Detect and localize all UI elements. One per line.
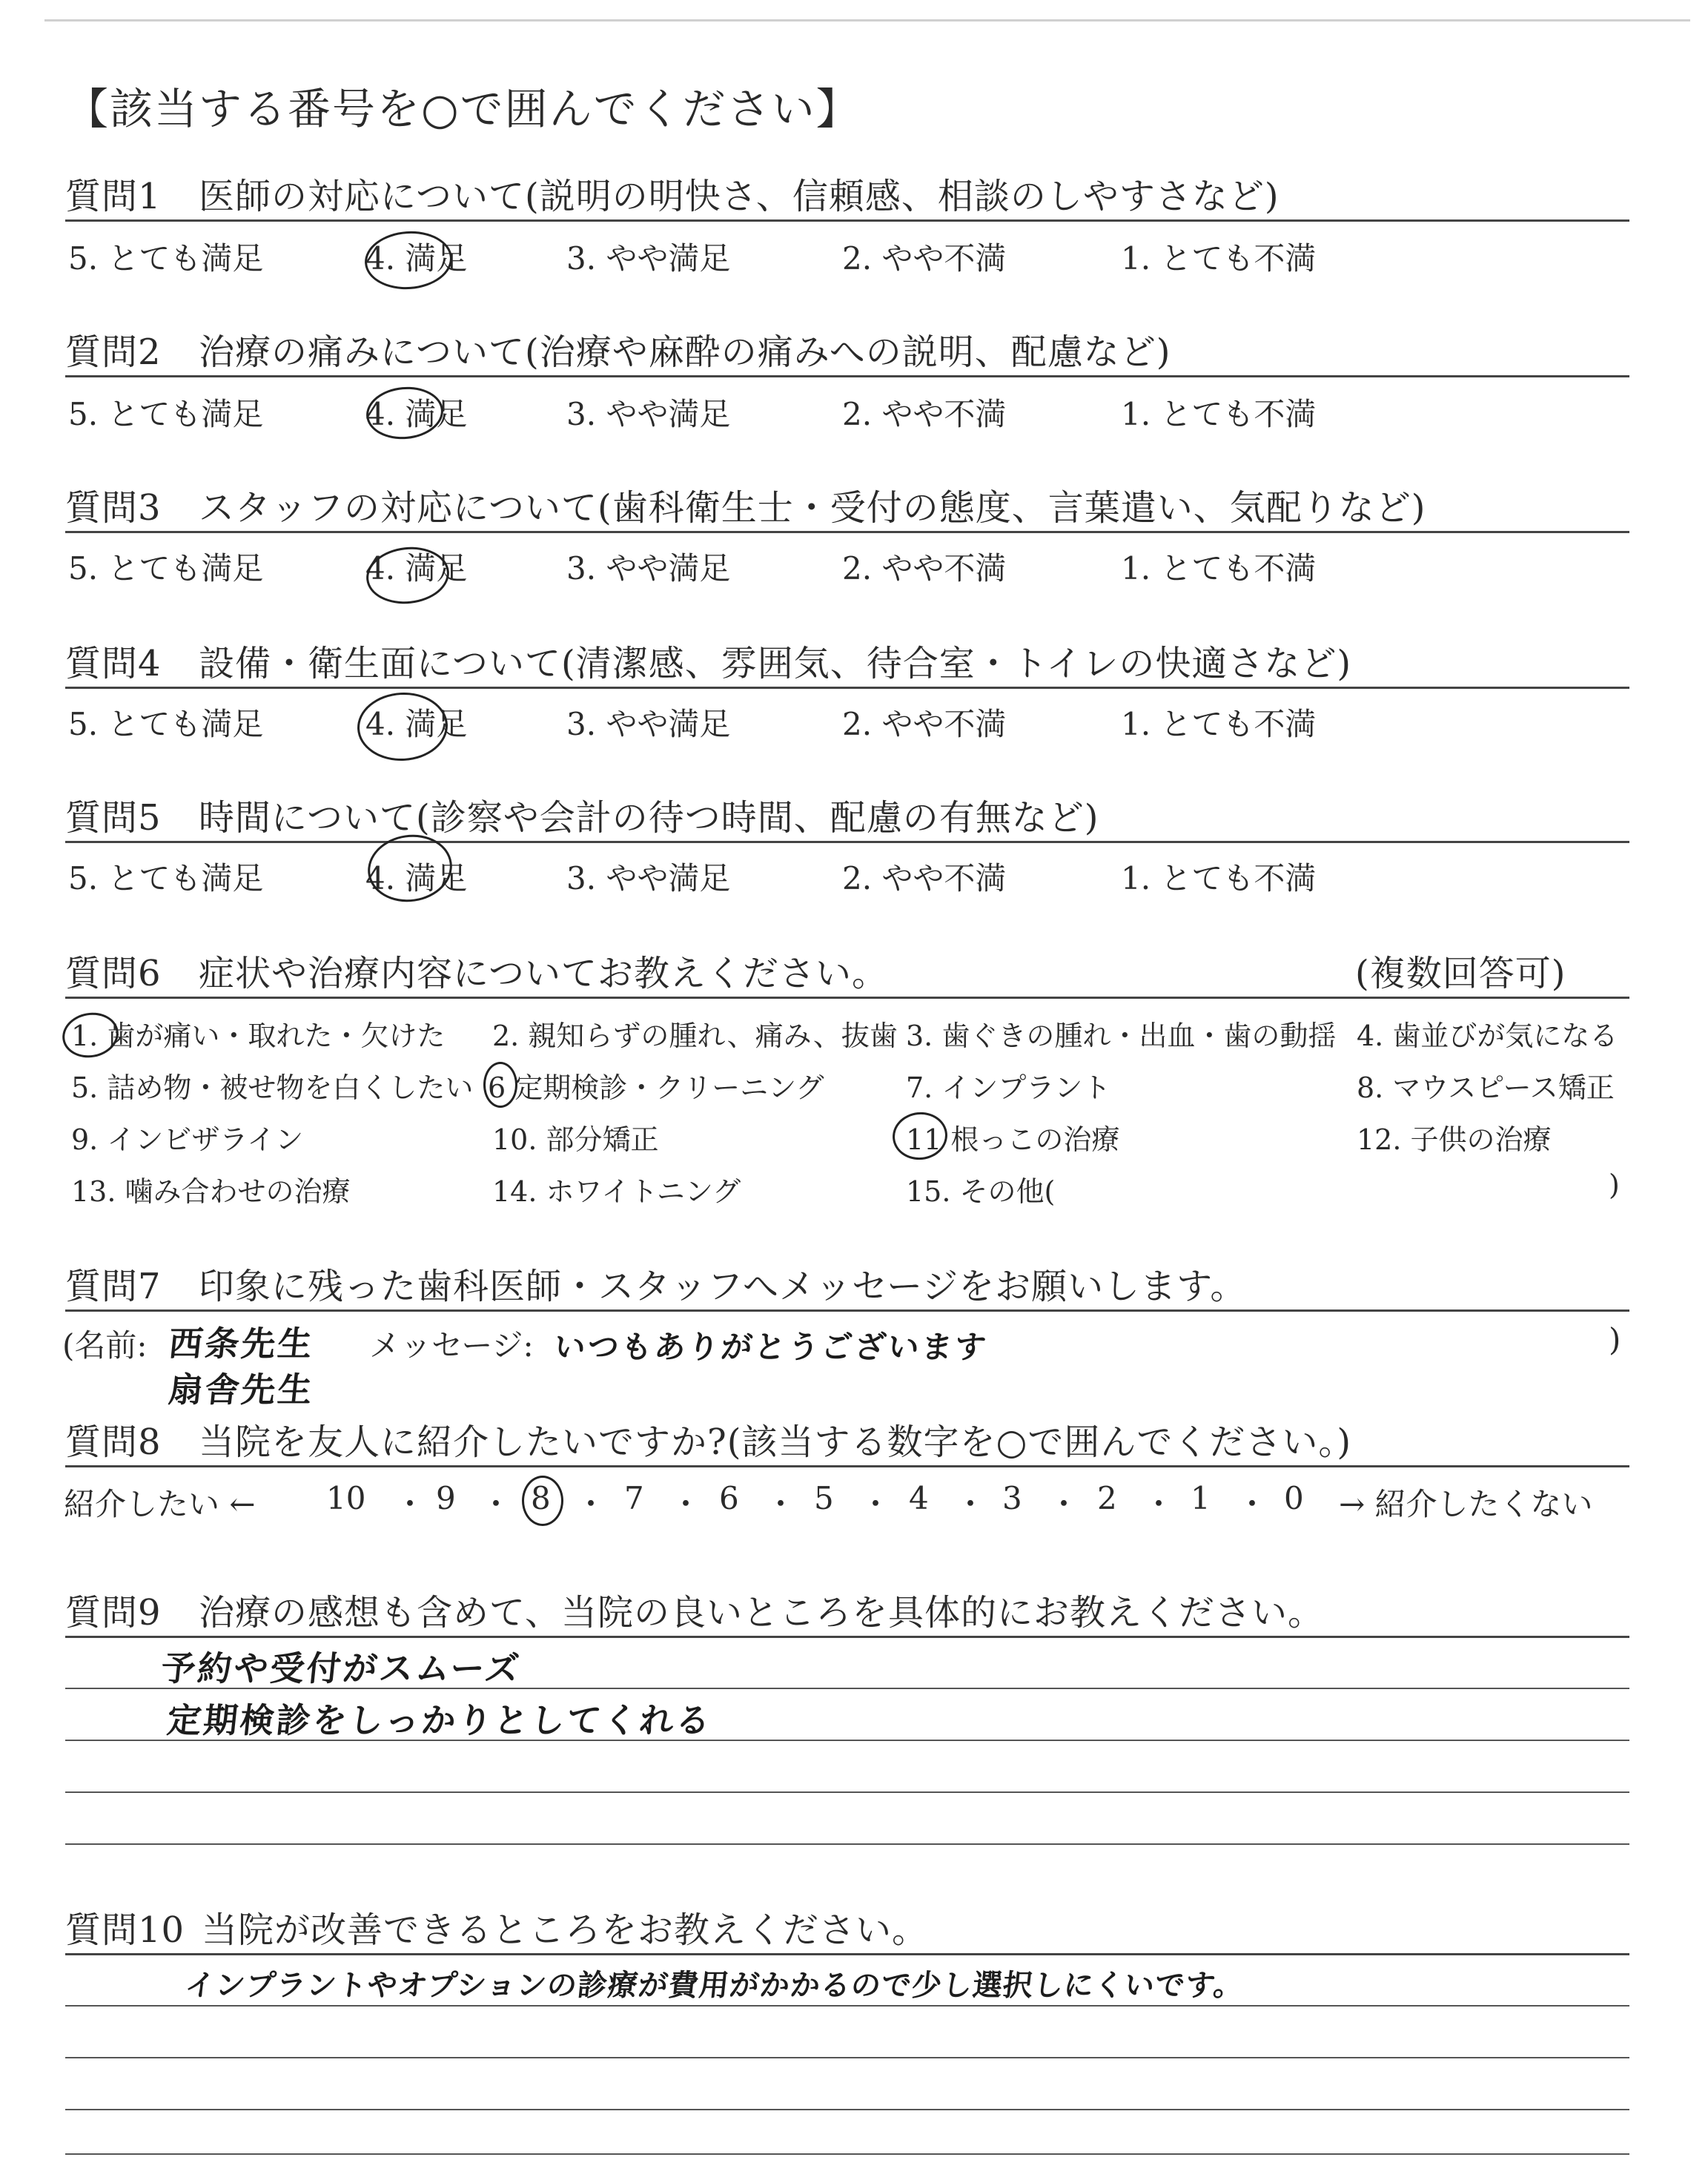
q8-scale-3[interactable]: 3: [1002, 1480, 1022, 1516]
q2-option-4[interactable]: 4. 満足: [365, 396, 468, 432]
q4-option-4[interactable]: 4. 満足: [365, 706, 468, 742]
q6-option-15[interactable]: 15. その他(: [906, 1175, 1056, 1208]
q6-option-13[interactable]: 13. 噛み合わせの治療: [71, 1175, 351, 1208]
q8-scale-10[interactable]: 10: [326, 1480, 366, 1516]
q1-option-1[interactable]: 1. とても不満: [1121, 240, 1317, 277]
q10-answer-line: [65, 2153, 1629, 2155]
q4-option-3[interactable]: 3. やや満足: [566, 706, 731, 742]
q7-message-label: メッセージ:: [369, 1327, 534, 1364]
q4-label: 質問4: [65, 643, 162, 684]
q9-answer-line: [65, 1843, 1629, 1845]
q4-rule: [65, 687, 1629, 689]
q6-option-15-close: ): [1609, 1169, 1620, 1201]
q5-option-5[interactable]: 5. とても満足: [68, 860, 264, 896]
q1-rule: [65, 219, 1629, 222]
q6-note: (複数回答可): [1355, 953, 1566, 994]
q1-option-3[interactable]: 3. やや満足: [566, 240, 731, 277]
q6-rule: [65, 997, 1629, 999]
q10-answer-line: [65, 2109, 1629, 2110]
q3-label: 質問3: [65, 487, 162, 529]
q6-option-5[interactable]: 5. 詰め物・被せ物を白くしたい: [71, 1071, 474, 1104]
q6-option-11[interactable]: 11 根っこの治療: [906, 1123, 1120, 1156]
q8-scale-8[interactable]: 8: [531, 1480, 551, 1516]
q5-option-1[interactable]: 1. とても不満: [1121, 860, 1317, 896]
q4-option-5[interactable]: 5. とても満足: [68, 706, 264, 742]
q8-separator: ・: [575, 1486, 607, 1522]
q3-option-2[interactable]: 2. やや不満: [842, 550, 1007, 587]
q7-rule: [65, 1309, 1629, 1312]
q8-label: 質問8: [65, 1421, 162, 1463]
q8-separator: ・: [860, 1486, 892, 1522]
q6-selected-circle-6: [483, 1062, 517, 1108]
q1-option-5[interactable]: 5. とても満足: [68, 240, 264, 277]
q6-option-14[interactable]: 14. ホワイトニング: [492, 1175, 741, 1208]
q7-message[interactable]: いつもありがとうございます: [552, 1329, 990, 1365]
q7-text: 印象に残った歯科医師・スタッフへメッセージをお願いします。: [199, 1266, 1247, 1307]
q3-rule: [65, 531, 1629, 533]
q8-text: 当院を友人に紹介したいですか?(該当する数字を○で囲んでください。): [199, 1421, 1352, 1463]
q3-option-1[interactable]: 1. とても不満: [1121, 550, 1317, 587]
q2-label: 質問2: [65, 331, 162, 373]
q2-option-2[interactable]: 2. やや不満: [842, 396, 1007, 432]
q9-answer-line-2[interactable]: 定期検診をしっかりとしてくれる: [165, 1700, 715, 1740]
q7-name-1[interactable]: 西条先生: [166, 1324, 317, 1364]
q1-option-2[interactable]: 2. やや不満: [842, 240, 1007, 277]
q6-option-6[interactable]: 6 定期検診・クリーニング: [488, 1071, 824, 1104]
q4-option-2[interactable]: 2. やや不満: [842, 706, 1007, 742]
q10-answer-line: [65, 2005, 1629, 2007]
q8-rule: [65, 1465, 1629, 1467]
q8-scale-2[interactable]: 2: [1097, 1480, 1117, 1516]
q3-option-4[interactable]: 4. 満足: [365, 550, 468, 587]
q7-name-2[interactable]: 扇舎先生: [166, 1370, 317, 1410]
q7-name-label: (名前:: [62, 1327, 148, 1364]
q6-option-7[interactable]: 7. インプラント: [906, 1071, 1111, 1104]
q2-rule: [65, 375, 1629, 377]
q8-separator: ・: [1048, 1486, 1080, 1522]
q10-answer-line: [65, 2057, 1629, 2058]
q8-separator: ・: [765, 1486, 797, 1522]
q8-scale-1[interactable]: 1: [1191, 1480, 1211, 1516]
q5-option-2[interactable]: 2. やや不満: [842, 860, 1007, 896]
q6-option-10[interactable]: 10. 部分矯正: [492, 1123, 659, 1156]
q6-option-3[interactable]: 3. 歯ぐきの腫れ・出血・歯の動揺: [906, 1020, 1337, 1052]
q8-scale-5[interactable]: 5: [814, 1480, 834, 1516]
q2-text: 治療の痛みについて(治療や麻酔の痛みへの説明、配慮など): [199, 331, 1171, 373]
q5-text: 時間について(診察や会計の待つ時間、配慮の有無など): [199, 797, 1099, 839]
q8-separator: ・: [480, 1486, 512, 1522]
q6-text: 症状や治療内容についてお教えください。: [199, 953, 889, 994]
q6-label: 質問6: [65, 953, 162, 994]
q9-answer-line-1[interactable]: 予約や受付がスムーズ: [159, 1648, 523, 1688]
q8-scale-4[interactable]: 4: [909, 1480, 929, 1516]
q8-selected-circle: [522, 1476, 563, 1526]
q5-label: 質問5: [65, 797, 162, 839]
q8-separator: ・: [1143, 1486, 1175, 1522]
q8-left-label: 紹介したい ←: [64, 1486, 256, 1522]
q8-separator: ・: [670, 1486, 702, 1522]
q4-text: 設備・衛生面について(清潔感、雰囲気、待合室・トイレの快適さなど): [199, 643, 1352, 684]
q2-option-3[interactable]: 3. やや満足: [566, 396, 731, 432]
q4-option-1[interactable]: 1. とても不満: [1121, 706, 1317, 742]
q8-separator: ・: [955, 1486, 987, 1522]
q5-rule: [65, 841, 1629, 843]
q6-option-9[interactable]: 9. インビザライン: [71, 1123, 304, 1156]
q8-scale-9[interactable]: 9: [436, 1480, 456, 1516]
q5-option-4[interactable]: 4. 満足: [365, 860, 468, 896]
q1-option-4[interactable]: 4. 満足: [365, 240, 468, 277]
q6-option-12[interactable]: 12. 子供の治療: [1357, 1123, 1552, 1156]
q9-label: 質問9: [65, 1592, 162, 1634]
q6-option-4[interactable]: 4. 歯並びが気になる: [1357, 1020, 1618, 1052]
top-edge-line: [44, 19, 1690, 22]
q3-text: スタッフの対応について(歯科衛生士・受付の態度、言葉遣い、気配りなど): [199, 487, 1426, 529]
q6-option-2[interactable]: 2. 親知らずの腫れ、痛み、抜歯: [492, 1020, 898, 1052]
q10-label: 質問10: [65, 1909, 185, 1951]
q5-option-3[interactable]: 3. やや満足: [566, 860, 731, 896]
page-heading: 【該当する番号を○で囲んでください】: [65, 84, 861, 134]
q3-option-5[interactable]: 5. とても満足: [68, 550, 264, 587]
q3-option-3[interactable]: 3. やや満足: [566, 550, 731, 587]
q1-label: 質問1: [65, 176, 162, 217]
q9-text: 治療の感想も含めて、当院の良いところを具体的にお教えください。: [199, 1592, 1325, 1634]
q8-scale-6[interactable]: 6: [719, 1480, 739, 1516]
q7-close-paren: ): [1609, 1321, 1621, 1358]
q8-scale-7[interactable]: 7: [624, 1480, 644, 1516]
q8-separator: ・: [1237, 1486, 1268, 1522]
q6-option-1[interactable]: 1. 歯が痛い・取れた・欠けた: [71, 1020, 446, 1052]
q8-right-label: → 紹介したくない: [1339, 1486, 1593, 1522]
q10-text: 当院が改善できるところをお教えください。: [202, 1909, 929, 1951]
q2-option-1[interactable]: 1. とても不満: [1121, 396, 1317, 432]
q9-answer-line: [65, 1791, 1629, 1793]
q10-answer-line-1[interactable]: インプラントやオプションの診療が費用がかかるので少し選択しにくいです。: [183, 1969, 1246, 2003]
q6-option-8[interactable]: 8. マウスピース矯正: [1357, 1071, 1615, 1104]
q2-option-5[interactable]: 5. とても満足: [68, 396, 264, 432]
q7-label: 質問7: [65, 1266, 162, 1307]
q8-scale-0[interactable]: 0: [1284, 1480, 1304, 1516]
q10-rule: [65, 1953, 1629, 1955]
q8-separator: ・: [394, 1486, 426, 1522]
q9-rule: [65, 1636, 1629, 1638]
q1-text: 医師の対応について(説明の明快さ、信頼感、相談のしやすさなど): [199, 176, 1280, 217]
